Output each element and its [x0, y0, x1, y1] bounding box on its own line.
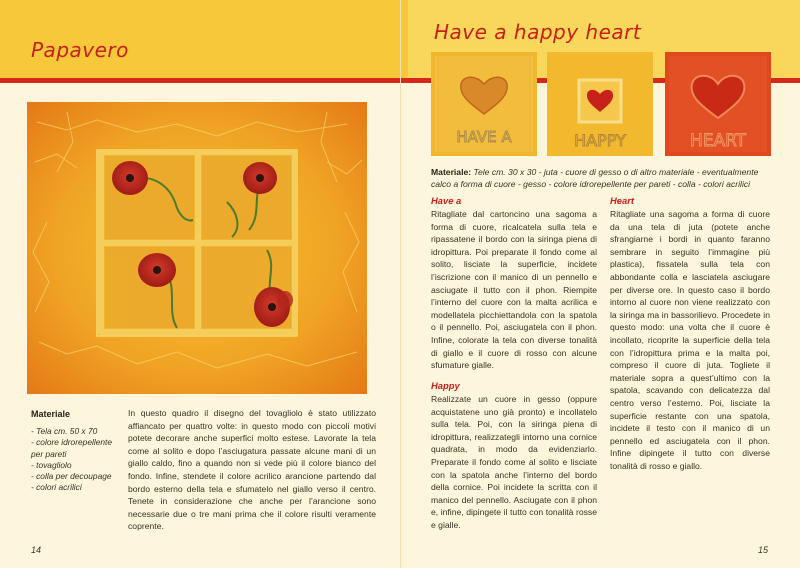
materials-item: - colla per decoupage — [31, 471, 112, 482]
thumb-label: HAVE A — [456, 128, 512, 146]
materials-item: - Tela cm. 50 x 70 — [31, 426, 98, 436]
materials-right — [431, 167, 773, 190]
materials-list-left — [31, 426, 123, 494]
materials-item: - tovagliolo — [31, 459, 72, 470]
section-heading-heart: Heart — [610, 195, 634, 206]
thumb-label: HEART — [689, 131, 747, 151]
have-a-painting-image — [431, 52, 537, 156]
page-number-left: 14 — [31, 545, 42, 555]
section-body-happy: Realizzate un cuore in gesso (oppure acquistatene uno già pronto) e incollatelo sulla tela. Poi, con la siringa piena di idropittura, realizzategli intorno una cornice quadrata, in modo da evidenziarlo. Preparate il fondo come al solito e lisciate con la spatola anche l’interno del bordo della cornice. Poi incidete la scritta con il manico del pennello. Asciugate con il phon e, infine, dipingete il tutto con tonalità rosse e gialle. — [431, 394, 597, 530]
page-number-right: 15 — [758, 545, 769, 555]
happy-painting-image — [547, 52, 653, 156]
poppy-painting-image — [27, 102, 367, 394]
materials-item: - colori acrilici — [31, 482, 82, 493]
section-body-have-a: Ritagliate dal cartoncino una sagoma a forma di cuore, ricalcatela sulla tela e ripassatene il bordo con la siringa piena di idropittura. Poi preparate il fondo come al solito, lisciate la superficie, incidete l’iscrizione con il manico di un pennello e asciugate il tutto con il phon. Riempite l’interno del cuore con la malta acrilica e modellatela picchiettandola con la spatola o il pennello. Poi, asciugatela con il phon. Infine, colorate la tela con diverse tonalità di giallo e il cuore di rosso con alcune sfumature gialle. — [431, 209, 597, 371]
materials-text-right: Tele cm. 30 x 30 - juta - cuore di gesso o di altro materiale - eventualmente calco a forma di cuore - gesso - colore idrorepellente per pareti - colla - colori acrilici — [431, 167, 759, 189]
materials-item: - colore idrorepellente per pareti — [31, 437, 113, 459]
thumb-label: HAPPY — [574, 131, 626, 150]
heart-painting-image — [665, 52, 771, 156]
materials-label-right: Materiale: — [431, 167, 472, 177]
page-gutter — [400, 0, 401, 568]
section-heading-happy: Happy — [431, 380, 460, 391]
page-title-left: Papavero — [31, 38, 129, 62]
materials-heading-left: Materiale — [31, 409, 71, 419]
page-title-right: Have a happy heart — [434, 20, 642, 44]
section-heading-have-a: Have a — [431, 195, 462, 206]
section-body-heart: Ritagliate una sagoma a forma di cuore da una tela di juta (potete anche sfrangiarne i bordi in quanto faranno sembrare in seguito l’immagine più plastica), fissatela sulla tela con abbondante colla e lasciatela asciugare per diverse ore. In questo caso il bordo intorno al cuore non viene realizzato con la siringa ma in bassorilievo. Procedete in questo modo: una volta che il cuore è incollato, ricoprite la superficie della tela con l’idropittura prima e la malta poi, compreso il cuore di juta. Togliete il materiale sopra a quest’ultimo con la spatola, scavando con delicatezza dal centro verso l’esterno. Poi, lisciate la superficie restante con una spatola, incidete il testo con il manico di un pennello ed asciugatela con il phon. Infine dipingete il tutto con diverse tonalità di rosso e giallo. — [610, 209, 770, 471]
body-text-left: In questo quadro il disegno del tovagliolo è stato utilizzato affiancato per quattro volte: in questo modo con piccoli motivi potete decorare anche superfici molto estese. Lavorate la tela come al solito e dopo l’asciugatura passate alcune mani di un giallo caldo, fino a quando non si vede più il colore bianco del fondo. Infine, stendete il colore acrilico arancione partendo dal bordo esterno della tela e sfumatelo nel giallo verso il centro. Tenete in considerazione che anche per l’arancione sono necessarie due o tre mani prima che il colore risulti veramente coprente. — [128, 408, 376, 532]
